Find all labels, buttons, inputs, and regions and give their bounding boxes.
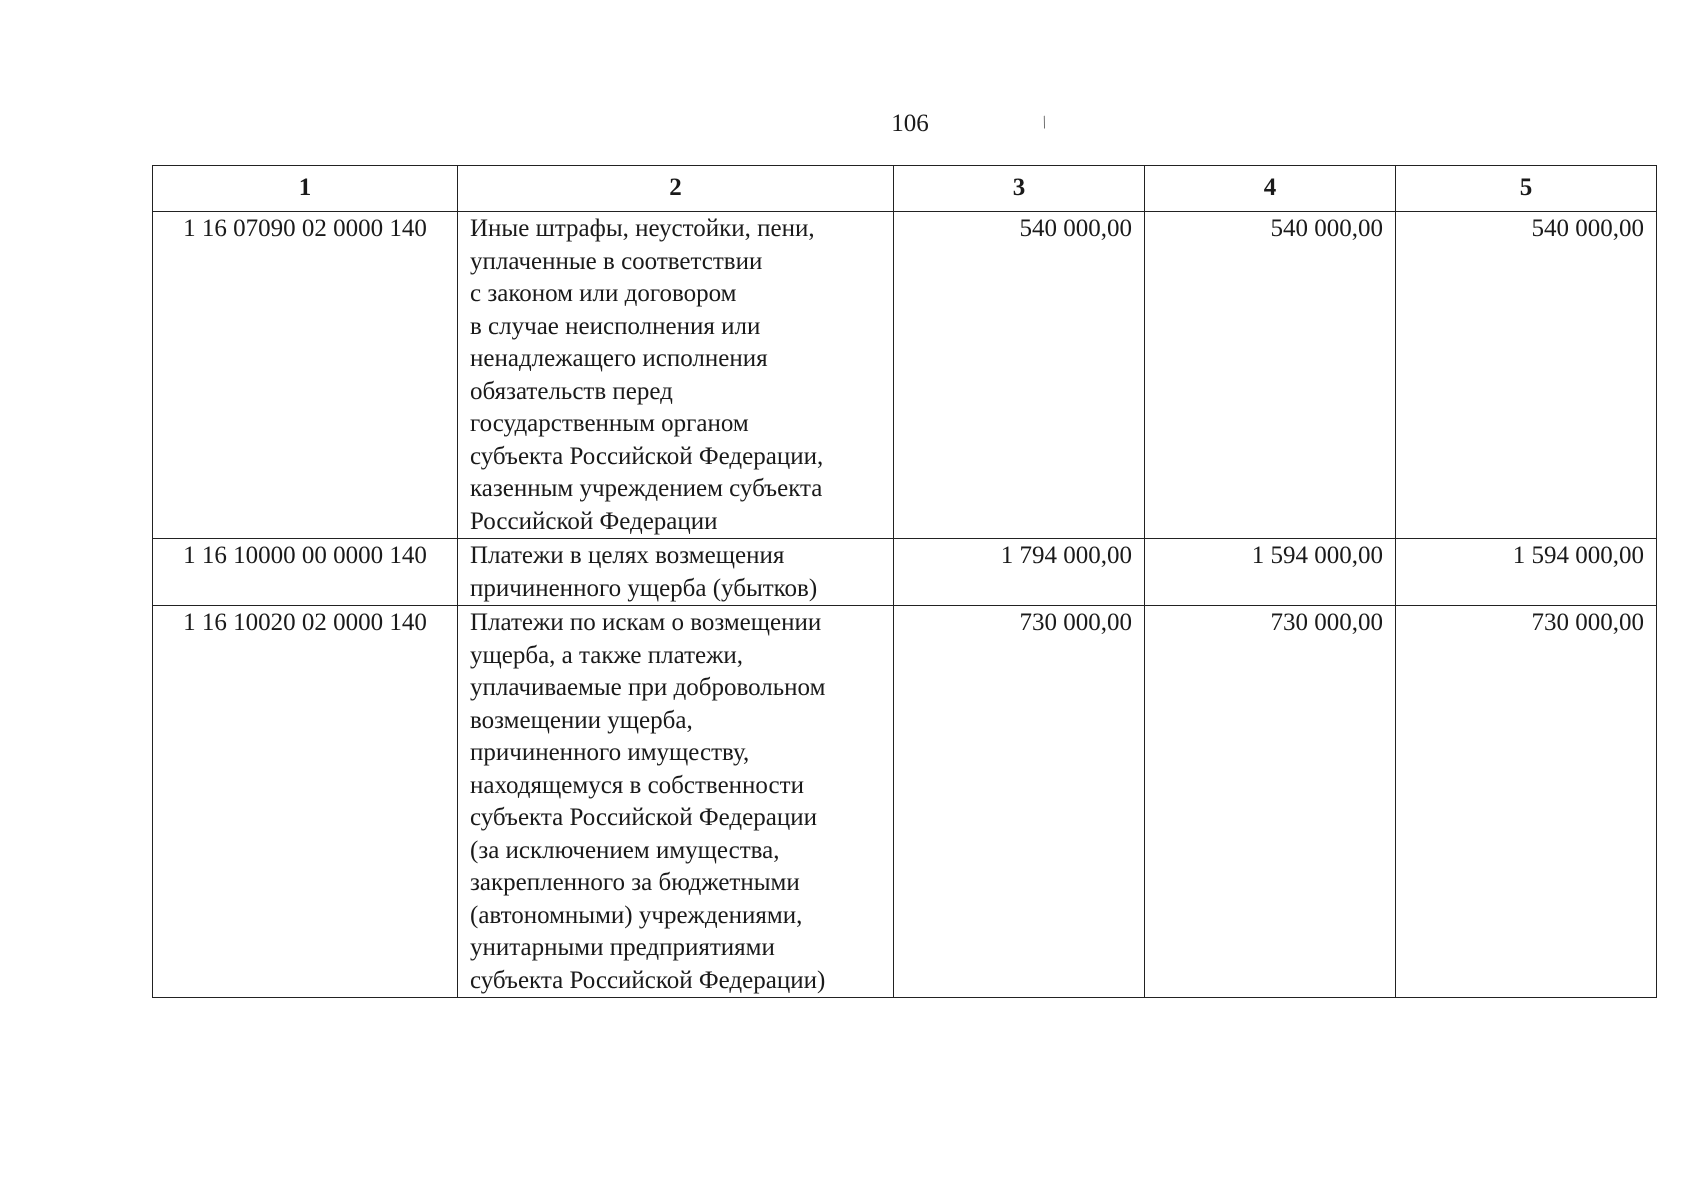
header-col-5: 5 bbox=[1396, 166, 1657, 212]
table-header-row bbox=[153, 166, 1657, 212]
page-number: 106 bbox=[891, 110, 929, 137]
row-value-col4: 540 000,00 bbox=[1145, 212, 1396, 539]
description-line: в случае неисполнения или bbox=[470, 312, 761, 340]
scan-mark: / bbox=[1038, 111, 1051, 133]
description-line: субъекта Российской Федерации) bbox=[470, 966, 826, 994]
description-line: уплаченные в соответствии bbox=[470, 247, 763, 275]
row-value-col4: 730 000,00 bbox=[1145, 606, 1396, 998]
description-line: причиненного ущерба (убытков) bbox=[470, 574, 818, 602]
description-line: Платежи в целях возмещения bbox=[470, 542, 785, 569]
header-col-3: 3 bbox=[894, 166, 1145, 212]
row-description bbox=[458, 212, 894, 539]
row-description bbox=[458, 606, 894, 998]
row-value-col4: 1 594 000,00 bbox=[1145, 539, 1396, 606]
description-line: Российской Федерации bbox=[470, 507, 718, 535]
description-line: казенным учреждением субъекта bbox=[470, 475, 823, 502]
row-value-col5: 540 000,00 bbox=[1396, 212, 1657, 539]
header-col-2: 2 bbox=[458, 166, 894, 212]
description-line: обязательств перед bbox=[470, 377, 673, 405]
description-line: с законом или договором bbox=[470, 280, 737, 307]
description-line: (за исключением имущества, bbox=[470, 836, 780, 864]
description-line: субъекта Российской Федерации, bbox=[470, 442, 824, 470]
description-line: государственным органом bbox=[470, 410, 749, 437]
table-row bbox=[153, 539, 1657, 606]
description-line: закрепленного за бюджетными bbox=[470, 869, 800, 896]
description-line: возмещении ущерба, bbox=[470, 706, 693, 734]
row-description bbox=[458, 539, 894, 606]
row-code: 1 16 10000 00 0000 140 bbox=[153, 539, 458, 606]
header-col-4: 4 bbox=[1145, 166, 1396, 212]
row-value-col5: 1 594 000,00 bbox=[1396, 539, 1657, 606]
description-line: Иные штрафы, неустойки, пени, bbox=[470, 215, 815, 242]
table-body bbox=[153, 212, 1657, 998]
table-row bbox=[153, 212, 1657, 539]
description-line: Платежи по искам о возмещении bbox=[470, 609, 822, 636]
row-code: 1 16 07090 02 0000 140 bbox=[153, 212, 458, 539]
description-line: ненадлежащего исполнения bbox=[470, 345, 768, 372]
row-value-col3: 1 794 000,00 bbox=[894, 539, 1145, 606]
description-line: уплачиваемые при добровольном bbox=[470, 674, 826, 701]
description-line: субъекта Российской Федерации bbox=[470, 804, 817, 831]
header-col-1: 1 bbox=[153, 166, 458, 212]
row-code: 1 16 10020 02 0000 140 bbox=[153, 606, 458, 998]
budget-table bbox=[152, 165, 1657, 998]
row-value-col3: 540 000,00 bbox=[894, 212, 1145, 539]
row-value-col5: 730 000,00 bbox=[1396, 606, 1657, 998]
row-value-col3: 730 000,00 bbox=[894, 606, 1145, 998]
description-line: (автономными) учреждениями, bbox=[470, 901, 803, 929]
description-line: ущерба, а также платежи, bbox=[470, 641, 743, 669]
description-line: находящемуся в собственности bbox=[470, 771, 804, 799]
description-line: унитарными предприятиями bbox=[470, 934, 775, 961]
description-line: причиненного имуществу, bbox=[470, 739, 750, 766]
table-row bbox=[153, 606, 1657, 998]
